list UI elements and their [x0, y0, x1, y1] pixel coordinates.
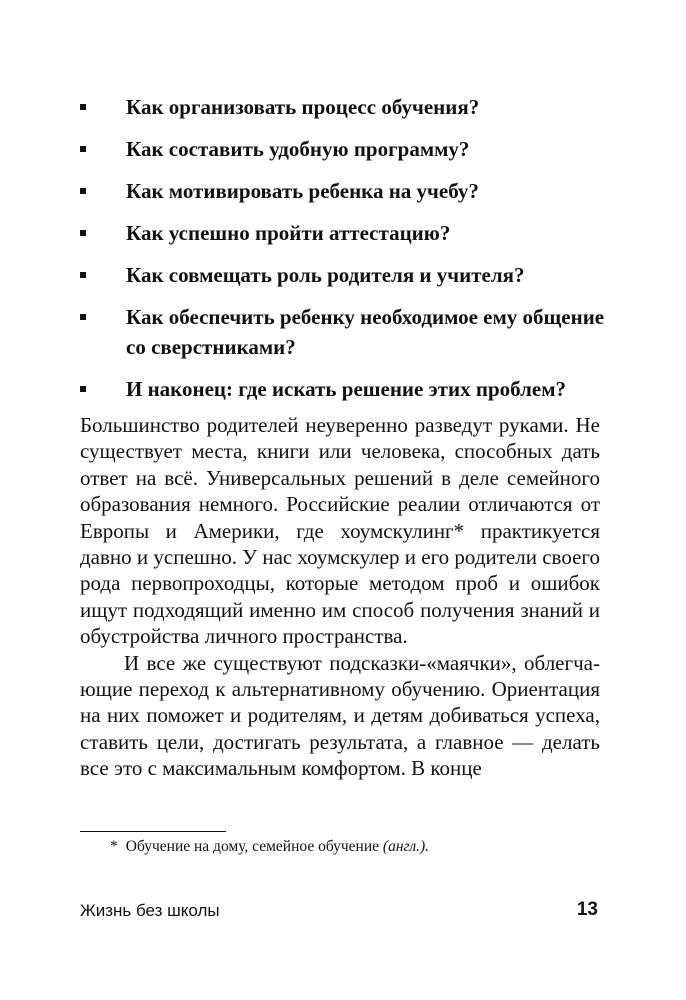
body-text	[80, 412, 600, 782]
footnote-text: Обучение на дому, семейное обучение	[125, 838, 380, 855]
question-item	[80, 218, 610, 248]
footnote-divider	[80, 831, 226, 832]
question-item	[80, 134, 610, 164]
question-item	[80, 92, 610, 122]
square-bullet-icon	[80, 272, 86, 278]
question-text: Как совмещать роль родителя и учителя?	[126, 263, 525, 287]
question-text: Как организовать процесс обучения?	[126, 95, 480, 119]
question-list	[80, 92, 610, 416]
square-bullet-icon	[80, 230, 86, 236]
square-bullet-icon	[80, 146, 86, 152]
question-text: И наконец: где искать решение этих проблем?	[126, 377, 567, 401]
question-item	[80, 374, 610, 404]
question-item	[80, 302, 610, 362]
question-item	[80, 176, 610, 206]
square-bullet-icon	[80, 104, 86, 110]
question-text: Как составить удобную программу?	[126, 137, 470, 161]
question-text: Как обеспечить ребенку необходимое ему общение со сверстниками?	[126, 305, 605, 359]
question-text: Как успешно пройти аттестацию?	[126, 221, 451, 245]
paragraph: Большинство родителей неуверенно разведут руками. Не существует места, книги или человека, способных дать ответ на всё. Универсальных решений в деле семейного образования немного. Российские реалии отличаются от Европы и Америки, где хоумскулинг* практикуется давно и успешно. У нас хоумскулер и его родители своего рода первопроходцы, которые методом проб и ошибок ищут подходящий именно им способ получения знаний и обустройства личного пространства.	[80, 413, 600, 649]
square-bullet-icon	[80, 314, 86, 320]
page-number: 13	[576, 899, 598, 920]
square-bullet-icon	[80, 188, 86, 194]
question-item	[80, 260, 610, 290]
footnote-language-note: (англ.).	[382, 838, 430, 855]
running-title: Жизнь без школы	[80, 901, 220, 920]
footnote	[110, 837, 610, 857]
paragraph: И все же существуют подсказки-«маячки», облегчающие переход к альтернативному обучению. Ориентация на них поможет и родителям, и детям добиваться успеха, ставить цели, достигать результата, а главное — делать все это с максимальным комфортом. В конце	[80, 650, 600, 781]
footnote-marker: *	[110, 838, 118, 855]
square-bullet-icon	[80, 386, 86, 392]
question-text: Как мотивировать ребенка на учебу?	[126, 179, 479, 203]
